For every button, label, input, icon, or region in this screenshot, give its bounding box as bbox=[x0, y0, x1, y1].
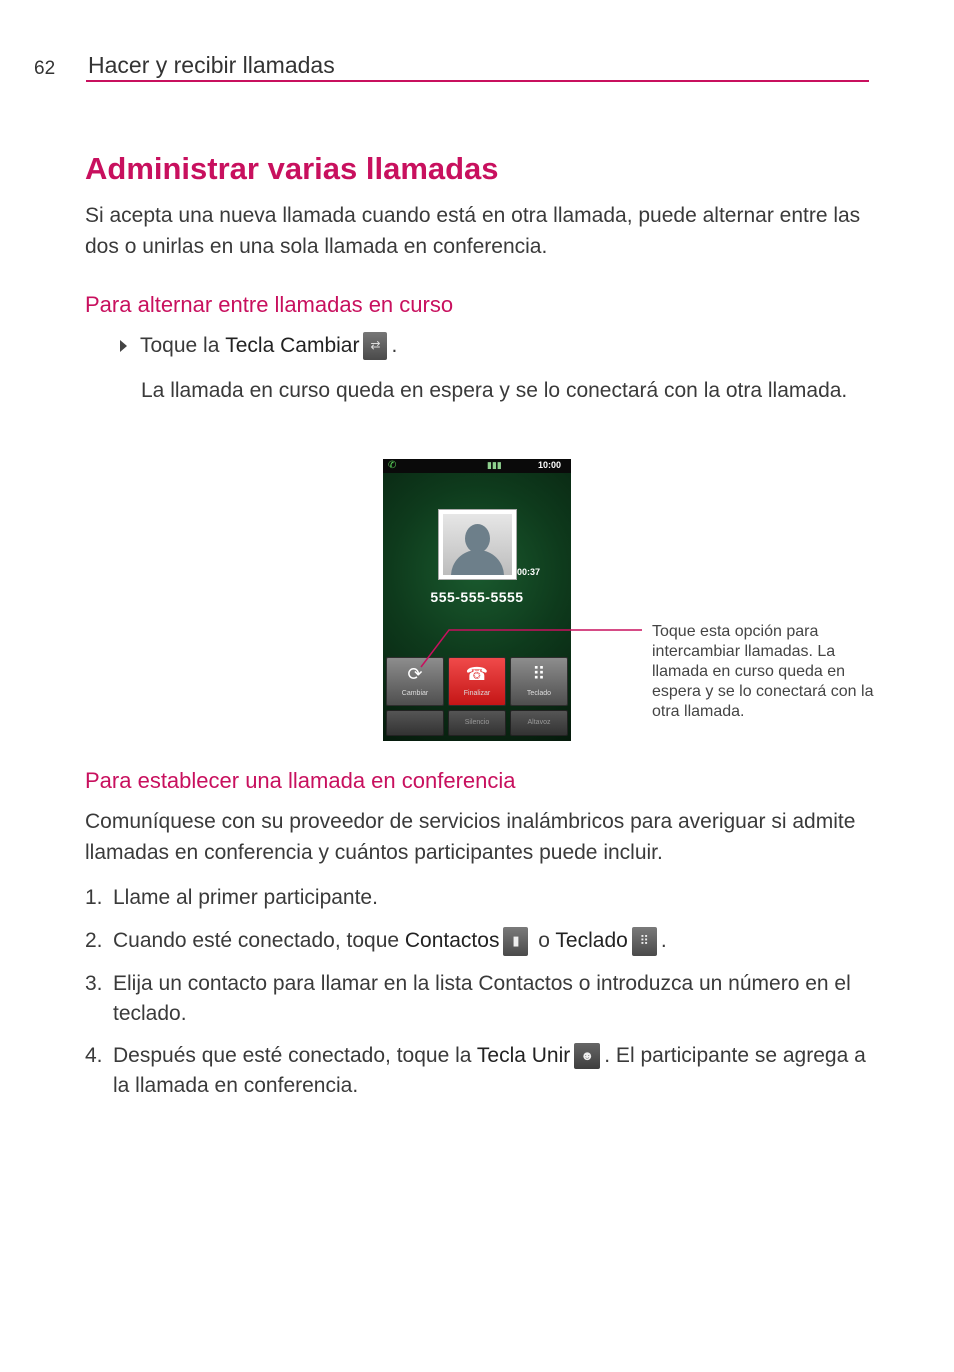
keypad-button[interactable] bbox=[510, 657, 568, 706]
conference-intro: Comuníquese con su proveedor de servicios inalámbricos para averiguar si admite llamadas en conferencia y cuántos participantes puede incluir. bbox=[85, 810, 856, 864]
step-text-wrapper bbox=[85, 1041, 875, 1101]
key-name-cambiar: Tecla Cambiar bbox=[225, 334, 360, 357]
step-text-prefix: Después que esté conectado, toque la bbox=[113, 1044, 477, 1067]
caller-number: 555-555-5555 bbox=[430, 589, 524, 605]
mute-button[interactable]: Silencio bbox=[448, 710, 506, 736]
step-text-mid: o bbox=[532, 929, 556, 952]
bullet-suffix: . bbox=[391, 334, 398, 357]
swap-calls-icon: ⇄ bbox=[363, 332, 387, 360]
step-4 bbox=[85, 1041, 875, 1101]
keypad-icon: ⠿ bbox=[632, 927, 657, 956]
speaker-button[interactable]: Altavoz bbox=[510, 710, 568, 736]
step-number: 1. bbox=[85, 886, 103, 909]
keypad-icon: ⠿ bbox=[532, 664, 546, 684]
page-number: 62 bbox=[34, 58, 56, 79]
step-number: 4. bbox=[85, 1044, 103, 1067]
merge-calls-icon: ☻ bbox=[574, 1043, 600, 1069]
subheading-switch-calls: Para alternar entre llamadas en curso bbox=[85, 292, 454, 317]
header-rule bbox=[86, 80, 869, 82]
swap-icon: ⟳ bbox=[407, 664, 423, 684]
contact-avatar bbox=[438, 509, 517, 580]
blank-button[interactable] bbox=[386, 710, 444, 736]
status-time: 10:00 bbox=[538, 460, 562, 470]
step-text: Llame al primer participante. bbox=[113, 886, 378, 909]
bullet-arrow-icon bbox=[120, 340, 127, 352]
step-text: Elija un contacto para llamar en la lista Contactos o introduzca un número en el teclado. bbox=[113, 972, 851, 1025]
step-1 bbox=[85, 883, 875, 913]
end-call-button[interactable] bbox=[448, 657, 506, 706]
step-text-prefix: Cuando esté conectado, toque bbox=[113, 929, 405, 952]
end-call-icon: ☎ bbox=[465, 664, 489, 684]
signal-icon: ▮▮▮ bbox=[487, 460, 502, 470]
contacts-icon: ▮ bbox=[503, 927, 528, 956]
phone-call-screenshot bbox=[383, 459, 571, 741]
step-number: 3. bbox=[85, 972, 103, 995]
key-name-unir: Tecla Unir bbox=[476, 1044, 571, 1067]
avatar-head bbox=[465, 524, 490, 553]
step-2 bbox=[85, 926, 875, 956]
end-call-label: Finalizar bbox=[463, 690, 491, 697]
bullet-switch-calls bbox=[120, 330, 397, 361]
running-header: Hacer y recibir llamadas bbox=[88, 52, 335, 78]
section-title: Administrar varias llamadas bbox=[85, 151, 499, 186]
avatar-body bbox=[451, 550, 504, 575]
avatar-silhouette bbox=[443, 514, 512, 575]
step-number: 2. bbox=[85, 929, 103, 952]
callout-text: Toque esta opción para intercambiar llamadas. La llamada en curso queda en espera y se lo conectará con la otra llamada. bbox=[652, 623, 874, 720]
bullet-prefix: Toque la bbox=[140, 334, 220, 357]
keypad-button-label: Teclado bbox=[526, 690, 552, 697]
section-intro: Si acepta una nueva llamada cuando está en otra llamada, puede alternar entre las dos o unirlas en una sola llamada en conferencia. bbox=[85, 204, 861, 258]
call-timer: 00:37 bbox=[517, 567, 541, 577]
subheading-conference: Para establecer una llamada en conferencia bbox=[85, 768, 516, 793]
key-name-contactos: Contactos bbox=[404, 929, 500, 952]
key-name-teclado: Teclado bbox=[555, 929, 628, 952]
step-3 bbox=[85, 969, 875, 1029]
call-status-icon: ✆ bbox=[388, 460, 397, 471]
step-text-suffix: . El participante se agrega a la llamada en conferencia. bbox=[113, 1044, 866, 1097]
step-text-suffix: . bbox=[660, 929, 667, 952]
swap-button[interactable] bbox=[386, 657, 444, 706]
swap-button-label: Cambiar bbox=[401, 690, 429, 697]
step-text-wrapper bbox=[85, 926, 875, 956]
switch-description: La llamada en curso queda en espera y se lo conectará con la otra llamada. bbox=[141, 379, 848, 402]
